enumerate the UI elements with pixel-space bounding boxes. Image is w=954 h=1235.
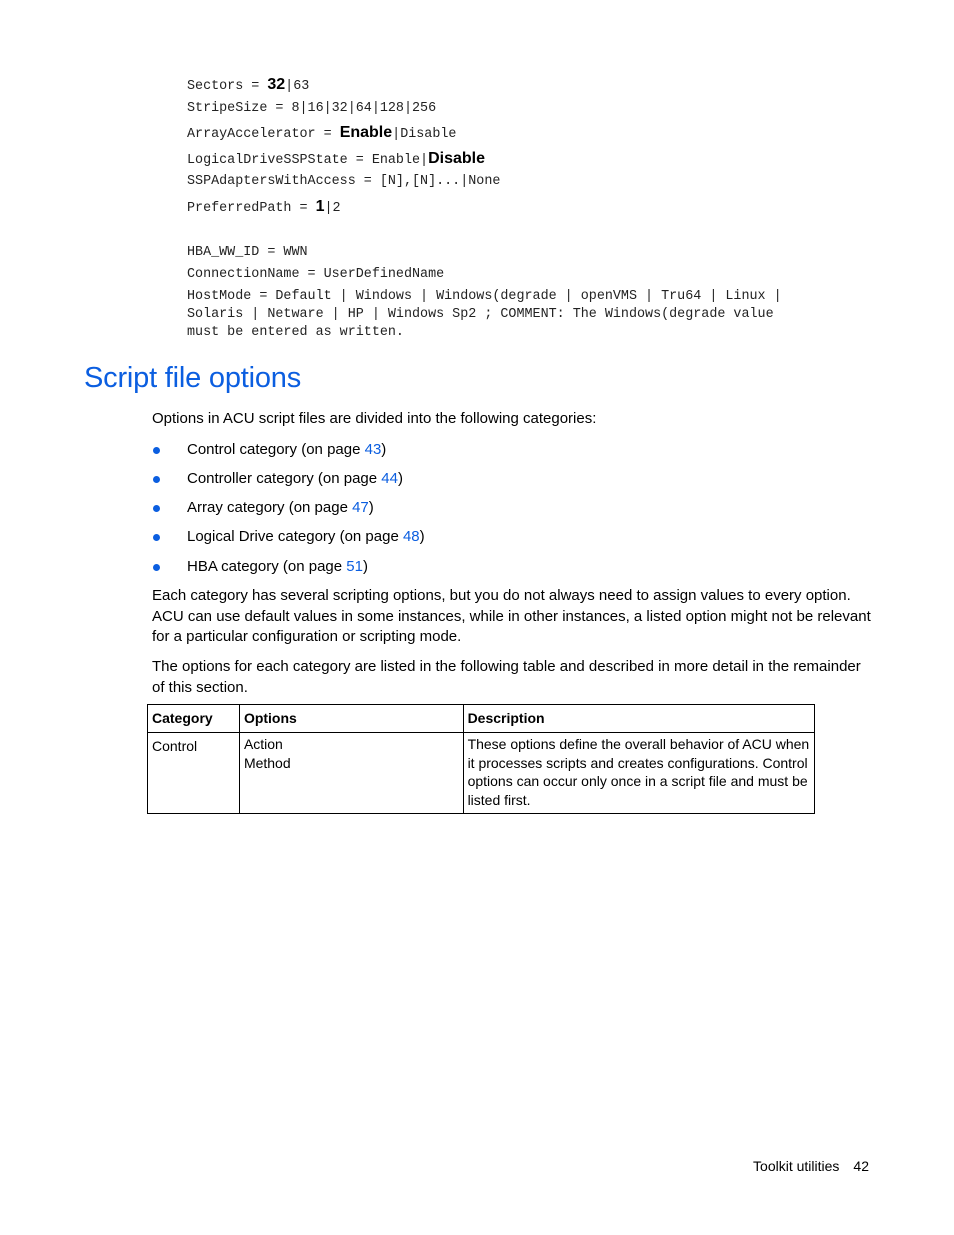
option-method: Method xyxy=(243,754,291,771)
intro-paragraph: Options in ACU script files are divided into the following categories: xyxy=(152,410,597,427)
column-header-category: Category xyxy=(148,705,240,733)
footer-page-number: 42 xyxy=(853,1158,869,1174)
category-paragraph: Each category has several scripting options, but you do not always need to assign values to every option. ACU can use default values in some instances, while in other instances, a listed option might not be relevant for a particular configuration or scripting mode. xyxy=(152,587,871,645)
cell-description: These options define the overall behavior of ACU when it processes scripts and creates configurations. Control options can occur only once in a script file and must be listed first. xyxy=(463,733,814,814)
cell-options xyxy=(239,733,463,814)
code-line-hba-ww-id: HBA_WW_ID = WWN xyxy=(187,245,308,260)
page-link-44[interactable]: 44 xyxy=(381,470,398,487)
cell-category: Control xyxy=(148,733,240,814)
bullet-icon xyxy=(153,505,160,512)
code-line-arrayaccelerator: ArrayAccelerator = Enable|Disable xyxy=(187,124,457,142)
code-line-hostmode-2: Solaris | Netware | HP | Windows Sp2 ; COMMENT: The Windows(degrade value xyxy=(187,307,774,322)
code-line-hostmode-1: HostMode = Default | Windows | Windows(degrade | openVMS | Tru64 | Linux | xyxy=(187,289,782,304)
page-link-51[interactable]: 51 xyxy=(346,558,363,575)
code-line-sspadapterswithaccess: SSPAdaptersWithAccess = [N],[N]...|None xyxy=(187,174,501,189)
code-line-connectionname: ConnectionName = UserDefinedName xyxy=(187,267,445,282)
bullet-icon xyxy=(153,447,160,454)
bullet-icon xyxy=(153,476,160,483)
bullet-icon xyxy=(153,534,160,541)
code-line-logicaldrivesspstate: LogicalDriveSSPState = Enable|Disable xyxy=(187,150,485,168)
column-header-description: Description xyxy=(463,705,814,733)
section-title: Script file options xyxy=(84,362,302,394)
page-link-43[interactable]: 43 xyxy=(364,441,382,458)
code-line-stripesize: StripeSize = 8|16|32|64|128|256 xyxy=(187,101,437,116)
footer-section-name: Toolkit utilities xyxy=(753,1158,840,1174)
code-line-preferredpath: PreferredPath = 1|2 xyxy=(187,198,341,216)
page-link-48[interactable]: 48 xyxy=(402,528,420,545)
page-footer xyxy=(753,1158,869,1174)
code-line-hostmode-3: must be entered as written. xyxy=(187,325,404,340)
table-header-row xyxy=(148,705,815,733)
table-row xyxy=(148,733,815,814)
page-link-47[interactable]: 47 xyxy=(352,499,369,516)
table-intro-paragraph: The options for each category are listed in the following table and described in more detail in the remainder of this section. xyxy=(152,658,861,696)
column-header-options: Options xyxy=(239,705,463,733)
option-action: Action xyxy=(243,736,283,752)
bullet-icon xyxy=(153,564,160,571)
options-table xyxy=(147,704,815,814)
code-line-sectors: Sectors = 32|63 xyxy=(187,76,310,94)
